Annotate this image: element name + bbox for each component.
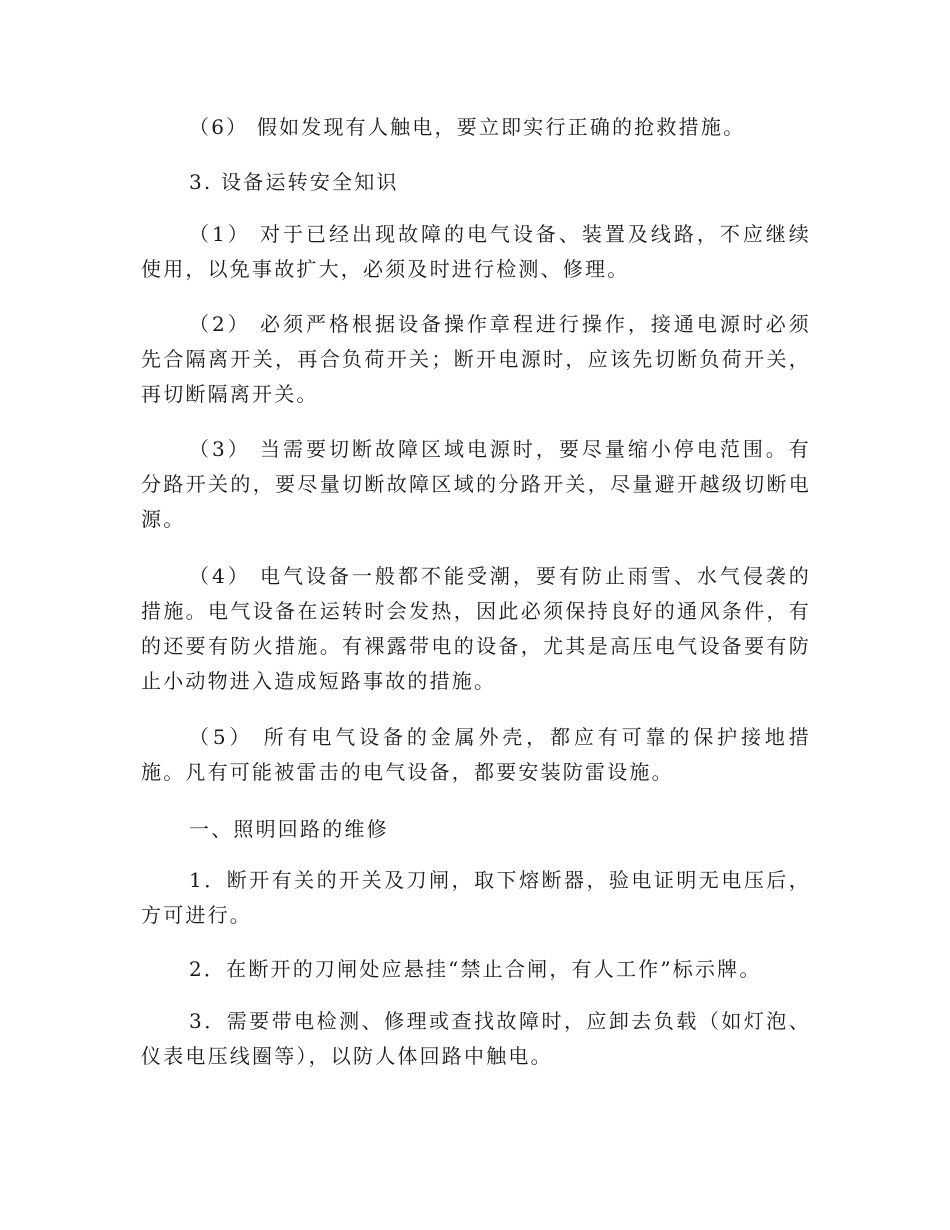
paragraph-item-5: （5） 所有电气设备的金属外壳，都应有可靠的保护接地措施。凡有可能被雷击的电气设备，都要安装防雷设施。 bbox=[141, 725, 811, 784]
paragraph-step-1: 1．断开有关的开关及刀闸，取下熔断器，验电证明无电压后，方可进行。 bbox=[141, 868, 811, 927]
paragraph-item-3: （3） 当需要切断故障区域电源时，要尽量缩小停电范围。有分路开关的，要尽量切断故障区域的分路开关，尽量避开越级切断电源。 bbox=[141, 437, 811, 531]
paragraph-item-6: （6） 假如发现有人触电，要立即实行正确的抢救措施。 bbox=[189, 115, 746, 139]
section-heading-lighting-repair: 一、照明回路的维修 bbox=[189, 817, 389, 841]
paragraph-item-4: （4） 电气设备一般都不能受潮，要有防止雨雪、水气侵袭的措施。电气设备在运转时会发热，因此必须保持良好的通风条件，有的还要有防火措施。有裸露带电的设备，尤其是高压电气设备要有防止小动物进入造成短路事故的措施。 bbox=[141, 564, 811, 693]
paragraph-step-2: 2．在断开的刀闸处应悬挂“禁止合闸，有人工作”标示牌。 bbox=[189, 957, 762, 981]
paragraph-item-1: （1） 对于已经出现故障的电气设备、装置及线路，不应继续使用，以免事故扩大，必须及时进行检测、修理。 bbox=[141, 222, 811, 281]
paragraph-item-2: （2） 必须严格根据设备操作章程进行操作，接通电源时必须先合隔离开关，再合负荷开关；断开电源时，应该先切断负荷开关，再切断隔离开关。 bbox=[141, 312, 811, 406]
paragraph-step-3: 3．需要带电检测、修理或查找故障时，应卸去负载（如灯泡、仪表电压线圈等），以防人体回路中触电。 bbox=[141, 1009, 811, 1068]
section-heading-equipment-safety: 3. 设备运转安全知识 bbox=[189, 170, 399, 194]
